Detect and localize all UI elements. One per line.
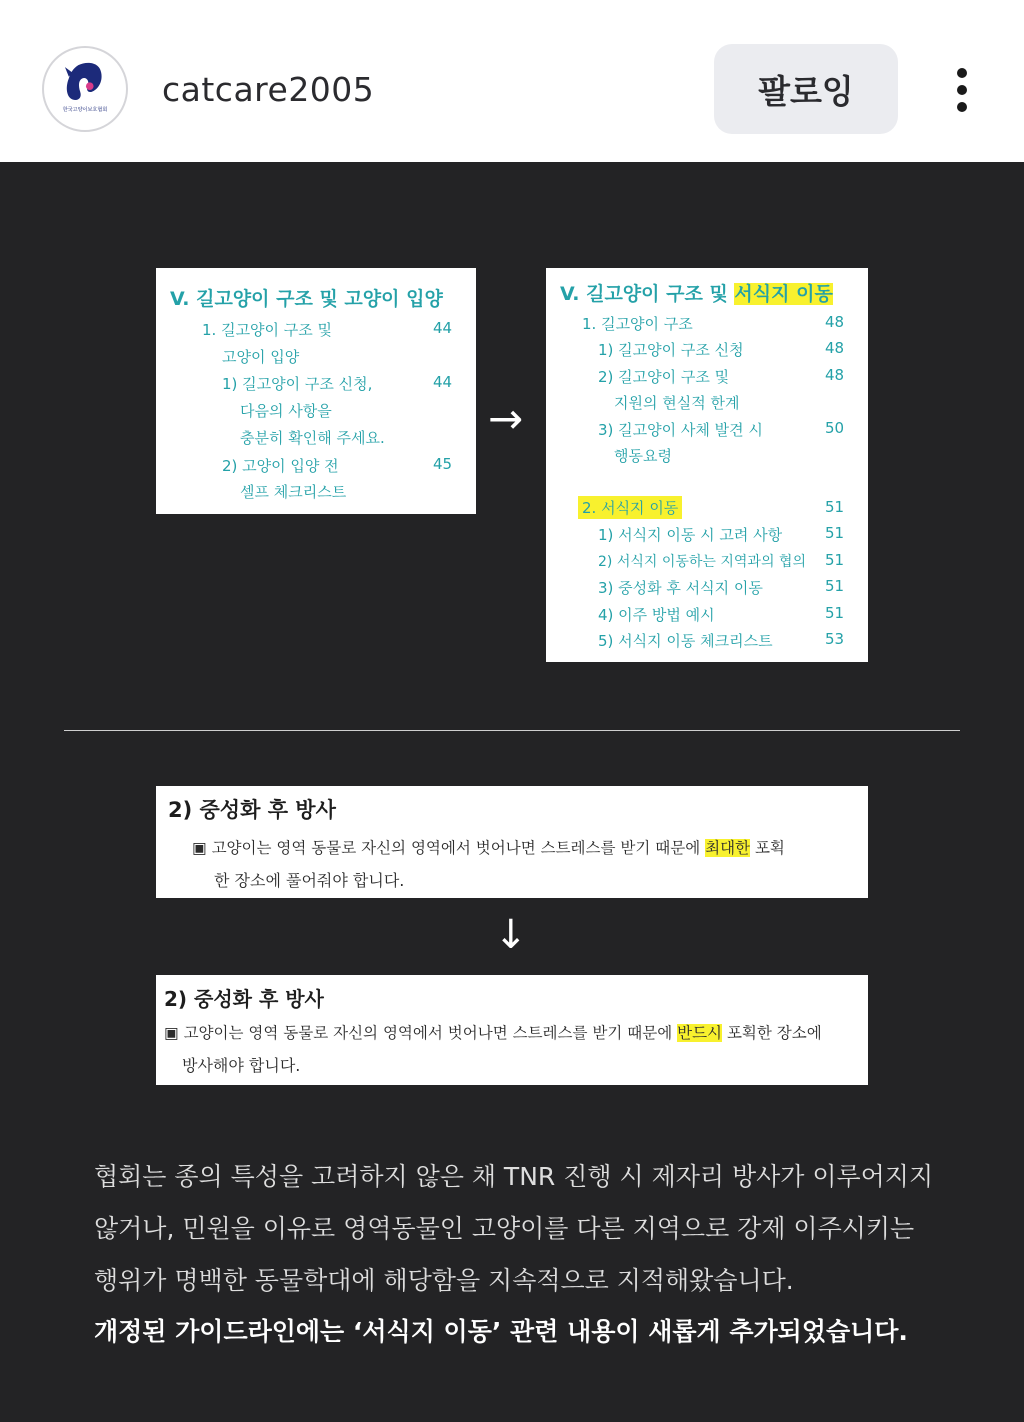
svg-text:한국고양이보호협회: 한국고양이보호협회 (62, 106, 108, 113)
after-note-text: 포획한 장소에 (722, 1024, 822, 1042)
toc-page: 51 (825, 551, 845, 569)
before-note-title: 2) 중성화 후 방사 (168, 798, 336, 822)
toc-page: 44 (433, 319, 453, 337)
toc-page: 44 (433, 373, 453, 391)
cat-logo-icon (44, 48, 126, 130)
dot (957, 85, 967, 95)
toc-row-highlight: 2. 서식지 이동 (578, 496, 682, 519)
divider (64, 730, 960, 731)
new-toc-card (546, 268, 868, 662)
before-note-line2: 한 장소에 풀어줘야 합니다. (214, 871, 405, 890)
toc-row: 1) 길고양이 구조 신청 (598, 341, 744, 359)
after-note-line1 (164, 1021, 822, 1043)
toc-page: 45 (433, 455, 453, 473)
toc-row: 다음의 사항을 (240, 402, 332, 420)
toc-row: 2) 서식지 이동하는 지역과의 협의 (598, 554, 806, 570)
dot (957, 68, 967, 78)
toc-row: 1) 길고양이 구조 신청, (222, 375, 373, 393)
toc-page: 51 (825, 577, 845, 595)
toc-page: 48 (825, 339, 845, 357)
caption-line: 협회는 종의 특성을 고려하지 않은 채 TNR 진행 시 제자리 방사가 이루어지지 (94, 1162, 934, 1191)
toc-row: 1. 길고양이 구조 및 (202, 321, 333, 339)
old-toc-title: V. 길고양이 구조 및 고양이 입양 (170, 288, 443, 310)
before-note-line1 (192, 836, 785, 858)
toc-row: 지원의 현실적 한계 (614, 394, 740, 412)
username[interactable]: catcare2005 (162, 70, 375, 109)
caption-line: 행위가 명백한 동물학대에 해당함을 지속적으로 지적해왔습니다. (94, 1266, 794, 1295)
more-options-icon[interactable] (944, 62, 980, 118)
toc-row: 1. 길고양이 구조 (582, 315, 693, 333)
arrow-down-icon: ↓ (494, 912, 528, 958)
toc-page: 50 (825, 419, 845, 437)
toc-page: 51 (825, 498, 845, 516)
post-header (0, 0, 1024, 162)
before-note-text: 포획 (750, 839, 785, 857)
toc-row: 고양이 입양 (222, 348, 300, 366)
dot (957, 102, 967, 112)
toc-page: 51 (825, 524, 845, 542)
toc-row: 3) 길고양이 사체 발견 시 (598, 421, 763, 439)
new-toc-title-part: V. 길고양이 구조 및 (560, 283, 735, 305)
toc-row: 행동요령 (614, 447, 672, 465)
toc-page: 51 (825, 604, 845, 622)
after-note-text: ▣ 고양이는 영역 동물로 자신의 영역에서 벗어나면 스트레스를 받기 때문에 (164, 1024, 678, 1042)
before-note-highlight: 최대한 (705, 839, 751, 857)
toc-row: 3) 중성화 후 서식지 이동 (598, 579, 763, 597)
toc-page: 48 (825, 366, 845, 384)
after-note-highlight: 반드시 (677, 1024, 723, 1042)
caption-bold-line: 개정된 가이드라인에는 ‘서식지 이동’ 관련 내용이 새롭게 추가되었습니다. (94, 1317, 908, 1346)
toc-row: 2) 길고양이 구조 및 (598, 368, 730, 386)
toc-row: 4) 이주 방법 예시 (598, 606, 715, 624)
toc-page: 53 (825, 630, 845, 648)
toc-row: 셀프 체크리스트 (240, 483, 347, 501)
before-note-text: ▣ 고양이는 영역 동물로 자신의 영역에서 벗어나면 스트레스를 받기 때문에 (192, 839, 706, 857)
toc-row: 5) 서식지 이동 체크리스트 (598, 632, 773, 650)
before-note-card (156, 786, 868, 898)
new-toc-title-highlight: 서식지 이동 (734, 283, 833, 305)
after-note-title: 2) 중성화 후 방사 (164, 987, 324, 1011)
following-button[interactable]: 팔로잉 (714, 44, 898, 134)
avatar[interactable] (42, 46, 128, 132)
after-note-line2: 방사해야 합니다. (182, 1056, 301, 1075)
arrow-right-icon: → (488, 394, 524, 443)
toc-page: 48 (825, 313, 845, 331)
caption-line: 않거나, 민원을 이유로 영역동물인 고양이를 다른 지역으로 강제 이주시키는 (94, 1214, 915, 1243)
toc-row: 2) 고양이 입양 전 (222, 457, 339, 475)
old-toc-card (156, 268, 476, 514)
new-toc-title (560, 279, 833, 306)
toc-row: 충분히 확인해 주세요. (240, 429, 385, 447)
after-note-card (156, 975, 868, 1085)
toc-row: 1) 서식지 이동 시 고려 사항 (598, 526, 783, 544)
